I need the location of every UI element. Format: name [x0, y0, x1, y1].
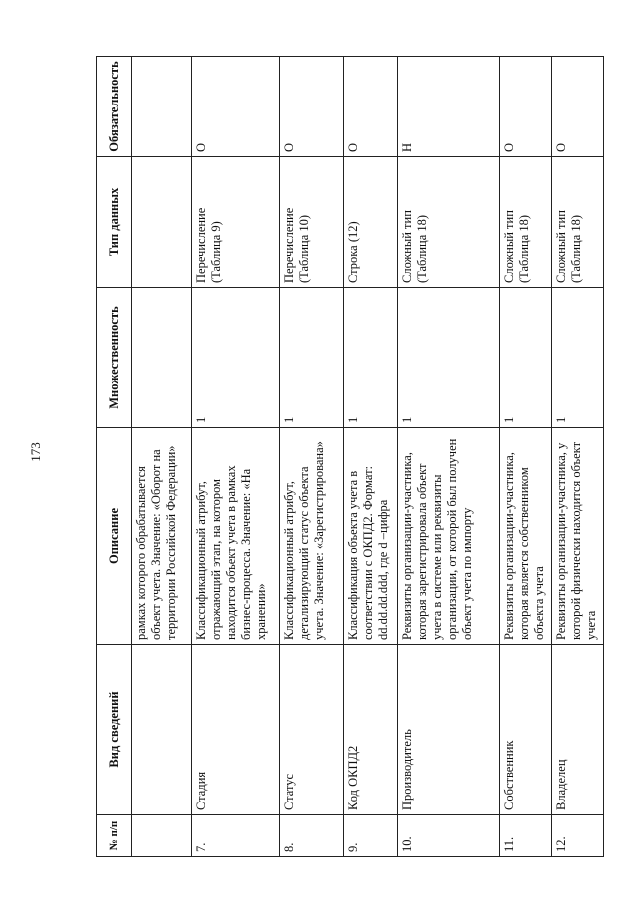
cell-data-type: Сложный тип (Таблица 18)	[398, 157, 500, 288]
cell-num: 11.	[500, 815, 552, 857]
cell-description: Классификационный атрибут, отражающий этап, на котором находится объект учета в рамках бизнес-процесса. Значение: «На хранении»	[192, 428, 280, 645]
cell-multiplicity: 1	[192, 288, 280, 428]
header-multiplicity: Множественность	[97, 288, 132, 428]
cell-num: 12.	[552, 815, 604, 857]
table-row	[192, 57, 280, 857]
page-number: 173	[28, 442, 43, 462]
cell-mandatory: Н	[398, 57, 500, 157]
cell-kind	[132, 645, 192, 815]
table-row	[552, 57, 604, 857]
header-mandatory: Обязательность	[97, 57, 132, 157]
table-header-row	[97, 57, 132, 857]
table-row	[280, 57, 344, 857]
table-row	[398, 57, 500, 857]
rotated-table-container	[96, 57, 596, 857]
header-data-type: Тип данных	[97, 157, 132, 288]
header-description: Описание	[97, 428, 132, 645]
cell-mandatory: О	[500, 57, 552, 157]
table-row	[344, 57, 398, 857]
cell-mandatory: О	[552, 57, 604, 157]
cell-data-type: Сложный тип (Таблица 18)	[552, 157, 604, 288]
cell-multiplicity	[132, 288, 192, 428]
table-row	[132, 57, 192, 857]
cell-kind: Производитель	[398, 645, 500, 815]
cell-multiplicity: 1	[552, 288, 604, 428]
cell-description: Классификация объекта учета в соответствии с ОКПД2. Формат: dd.dd.dd.ddd, где d –цифра	[344, 428, 398, 645]
cell-data-type: Перечисление (Таблица 9)	[192, 157, 280, 288]
cell-mandatory	[132, 57, 192, 157]
cell-mandatory: О	[192, 57, 280, 157]
cell-mandatory: О	[280, 57, 344, 157]
cell-description: Реквизиты организации-участника, у которой физически находится объект учета	[552, 428, 604, 645]
cell-multiplicity: 1	[344, 288, 398, 428]
cell-description: рамках которого обрабатывается объект учета. Значение: «Оборот на территории Российской Федерации»	[132, 428, 192, 645]
attributes-table	[96, 56, 604, 857]
cell-description: Реквизиты организации-участника, которая зарегистрировала объект учета в системе или реквизиты организации, от которой был получен объект учета по импорту	[398, 428, 500, 645]
cell-data-type: Строка (12)	[344, 157, 398, 288]
cell-data-type: Сложный тип (Таблица 18)	[500, 157, 552, 288]
cell-multiplicity: 1	[280, 288, 344, 428]
cell-description: Реквизиты организации-участника, которая является собственником объекта учета	[500, 428, 552, 645]
cell-multiplicity: 1	[398, 288, 500, 428]
cell-multiplicity: 1	[500, 288, 552, 428]
cell-data-type	[132, 157, 192, 288]
cell-num: 8.	[280, 815, 344, 857]
cell-description: Классификационный атрибут, детализирующий статус объекта учета. Значение: «Зарегистрирована»	[280, 428, 344, 645]
header-num: № п/п	[97, 815, 132, 857]
cell-mandatory: О	[344, 57, 398, 157]
cell-kind: Код ОКПД2	[344, 645, 398, 815]
cell-num: 9.	[344, 815, 398, 857]
header-kind: Вид сведений	[97, 645, 132, 815]
cell-num: 7.	[192, 815, 280, 857]
cell-kind: Статус	[280, 645, 344, 815]
cell-kind: Стадия	[192, 645, 280, 815]
cell-kind: Собственник	[500, 645, 552, 815]
cell-data-type: Перечисление (Таблица 10)	[280, 157, 344, 288]
cell-num	[132, 815, 192, 857]
cell-num: 10.	[398, 815, 500, 857]
cell-kind: Владелец	[552, 645, 604, 815]
table-row	[500, 57, 552, 857]
